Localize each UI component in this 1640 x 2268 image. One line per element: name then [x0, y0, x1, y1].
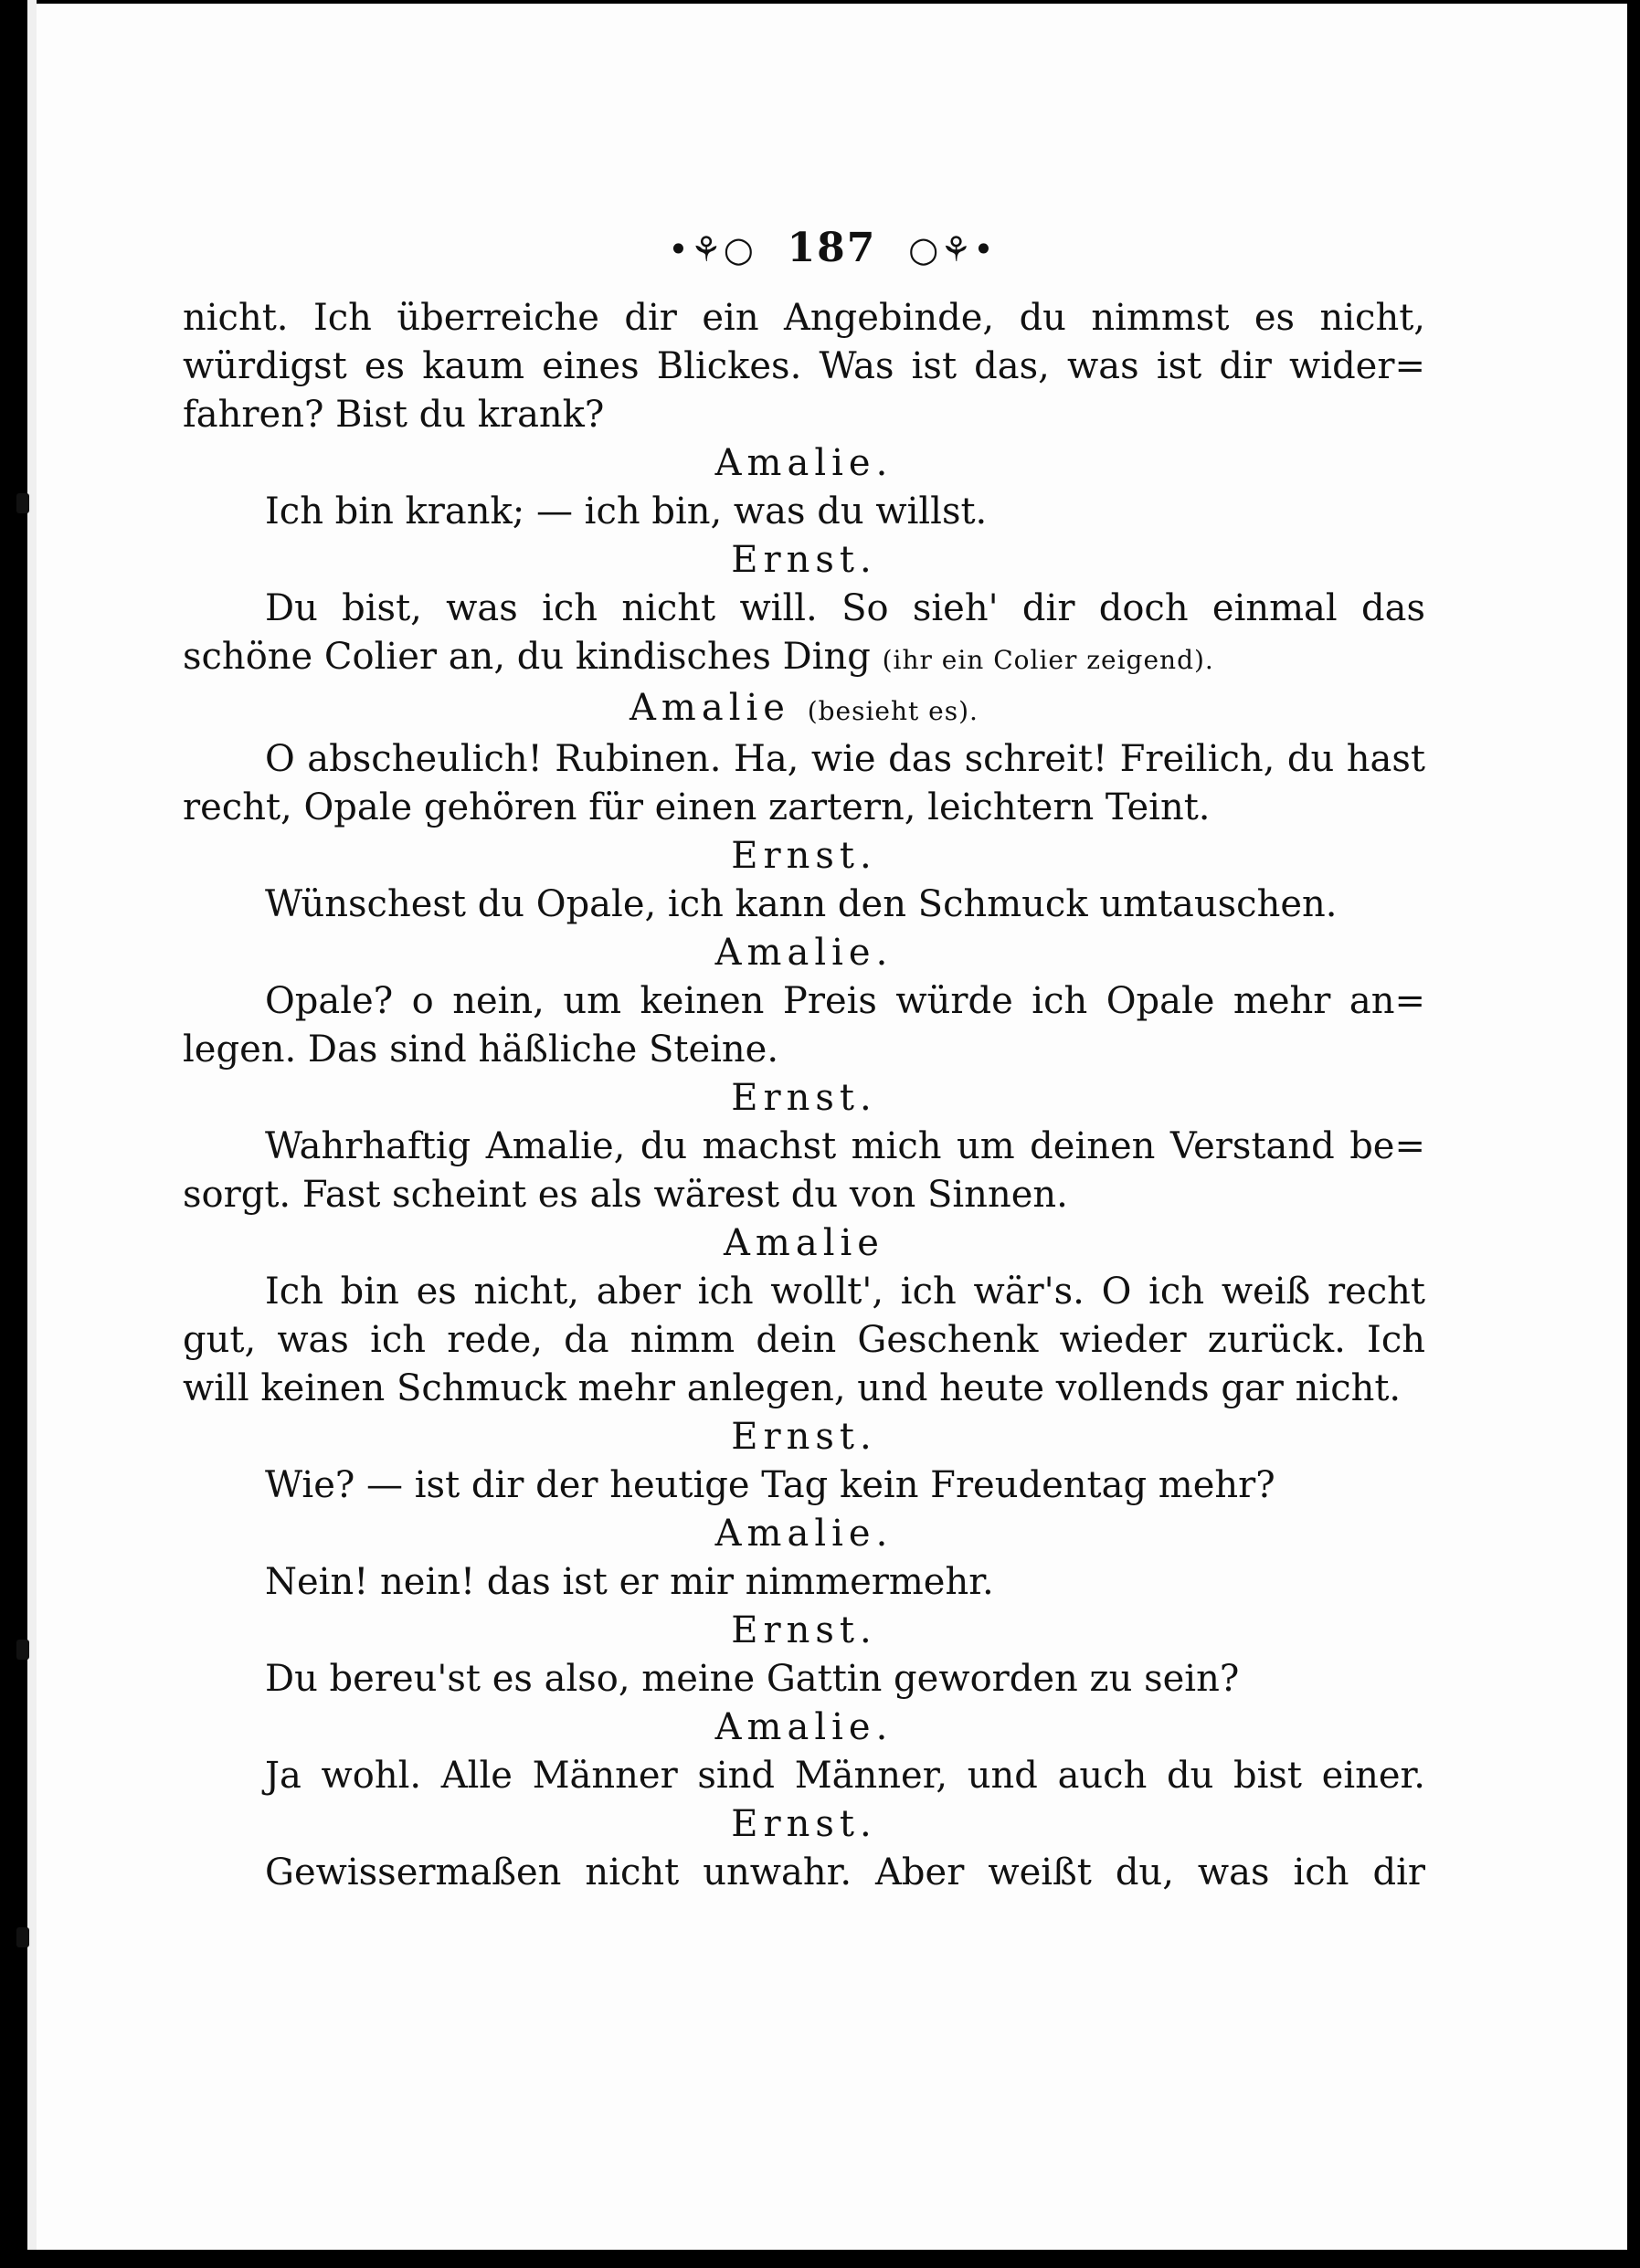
speaker-label: Amalie.: [714, 1513, 894, 1555]
text-line: [183, 977, 1425, 1026]
speaker-name: [183, 536, 1425, 585]
speaker-label: Ernst.: [731, 835, 877, 877]
page-number: 187: [787, 225, 877, 271]
page-body: [183, 294, 1425, 1897]
left-ornament-icon: •⚘○: [668, 229, 756, 269]
text-line: [183, 294, 1425, 343]
speaker-name: [183, 1074, 1425, 1123]
text-line: [183, 1171, 1425, 1219]
line-text: Wahrhaftig Amalie, du machst mich um deinen Verstand be=: [265, 1125, 1425, 1167]
speaker-label: Ernst.: [731, 539, 877, 581]
line-text: Du bereu'st es also, meine Gattin geworden zu sein?: [265, 1658, 1240, 1700]
speaker-name: [183, 1219, 1425, 1268]
line-text: O abscheulich! Rubinen. Ha, wie das schreit! Freilich, du hast: [265, 738, 1425, 780]
scan-frame-bottom: [0, 2250, 1640, 2268]
text-line: [183, 1316, 1425, 1365]
line-text: fahren? Bist du krank?: [183, 394, 605, 436]
text-line: [183, 1752, 1425, 1800]
binding-mark: [16, 1640, 29, 1660]
line-text: Ich bin krank; — ich bin, was du willst.: [265, 491, 988, 533]
text-line: [183, 391, 1425, 439]
text-line: [183, 1026, 1425, 1074]
speaker-name: [183, 1800, 1425, 1849]
text-line: [183, 1558, 1425, 1607]
line-text: Wünschest du Opale, ich kann den Schmuck umtauschen.: [265, 883, 1338, 925]
binding-mark: [16, 493, 29, 513]
line-text: will keinen Schmuck mehr anlegen, und heute vollends gar nicht.: [183, 1367, 1402, 1409]
line-text: Ja wohl. Alle Männer sind Männer, und auch du bist einer.: [265, 1755, 1425, 1797]
line-text: gut, was ich rede, da nimm dein Geschenk wieder zurück. Ich: [183, 1319, 1425, 1361]
text-line: [183, 633, 1425, 684]
speaker-name: [183, 439, 1425, 488]
line-text: legen. Das sind häßliche Steine.: [183, 1029, 779, 1071]
text-line: [183, 735, 1425, 784]
text-line: [183, 1849, 1425, 1897]
speaker-name: [183, 929, 1425, 977]
text-line: [183, 1123, 1425, 1171]
text-line: [183, 1461, 1425, 1510]
line-text: Opale? o nein, um keinen Preis würde ich Opale mehr an=: [265, 980, 1425, 1022]
speaker-label: Ernst.: [731, 1416, 877, 1458]
book-spine-edge: [27, 0, 37, 2250]
speaker-label: Ernst.: [731, 1803, 877, 1845]
speaker-label: Amalie.: [714, 932, 894, 974]
speaker-label: Ernst.: [731, 1609, 877, 1651]
speaker-label: Ernst.: [731, 1077, 877, 1119]
line-text: Nein! nein! das ist er mir nimmermehr.: [265, 1561, 994, 1603]
right-ornament-icon: ○⚘•: [908, 229, 996, 269]
text-line: [183, 1655, 1425, 1704]
line-text: Gewissermaßen nicht unwahr. Aber weißt du, was ich dir: [265, 1851, 1425, 1894]
stage-direction: (besieht es).: [807, 696, 979, 726]
page-header: [37, 225, 1627, 271]
text-line: [183, 488, 1425, 536]
speaker-label: Amalie: [630, 687, 790, 729]
scan-frame-right: [1627, 0, 1640, 2268]
line-text: schöne Colier an, du kindisches Ding: [183, 636, 871, 678]
line-text: sorgt. Fast scheint es als wärest du von Sinnen.: [183, 1174, 1068, 1216]
binding-mark: [16, 1927, 29, 1947]
text-line: [183, 1365, 1425, 1413]
line-text: Du bist, was ich nicht will. So sieh' dir doch einmal das: [265, 587, 1425, 629]
line-text: Ich bin es nicht, aber ich wollt', ich wär's. O ich weiß recht: [265, 1271, 1425, 1313]
stage-direction: (ihr ein Colier zeigend).: [882, 645, 1214, 675]
line-text: Wie? — ist dir der heutige Tag kein Freudentag mehr?: [265, 1464, 1275, 1506]
text-line: [183, 585, 1425, 633]
speaker-label: Amalie: [724, 1222, 884, 1264]
speaker-name: [183, 1704, 1425, 1752]
text-line: [183, 343, 1425, 391]
speaker-label: Amalie.: [714, 442, 894, 484]
text-line: [183, 881, 1425, 929]
speaker-label: Amalie.: [714, 1706, 894, 1748]
speaker-name: [183, 832, 1425, 881]
speaker-name: [183, 684, 1425, 735]
book-page: [37, 4, 1627, 2250]
text-line: [183, 784, 1425, 832]
speaker-name: [183, 1607, 1425, 1655]
line-text: nicht. Ich überreiche dir ein Angebinde, du nimmst es nicht,: [183, 297, 1425, 339]
text-line: [183, 1268, 1425, 1316]
line-text: recht, Opale gehören für einen zartern, leichtern Teint.: [183, 786, 1211, 828]
speaker-name: [183, 1413, 1425, 1461]
line-text: würdigst es kaum eines Blickes. Was ist das, was ist dir wider=: [183, 345, 1425, 387]
speaker-name: [183, 1510, 1425, 1558]
